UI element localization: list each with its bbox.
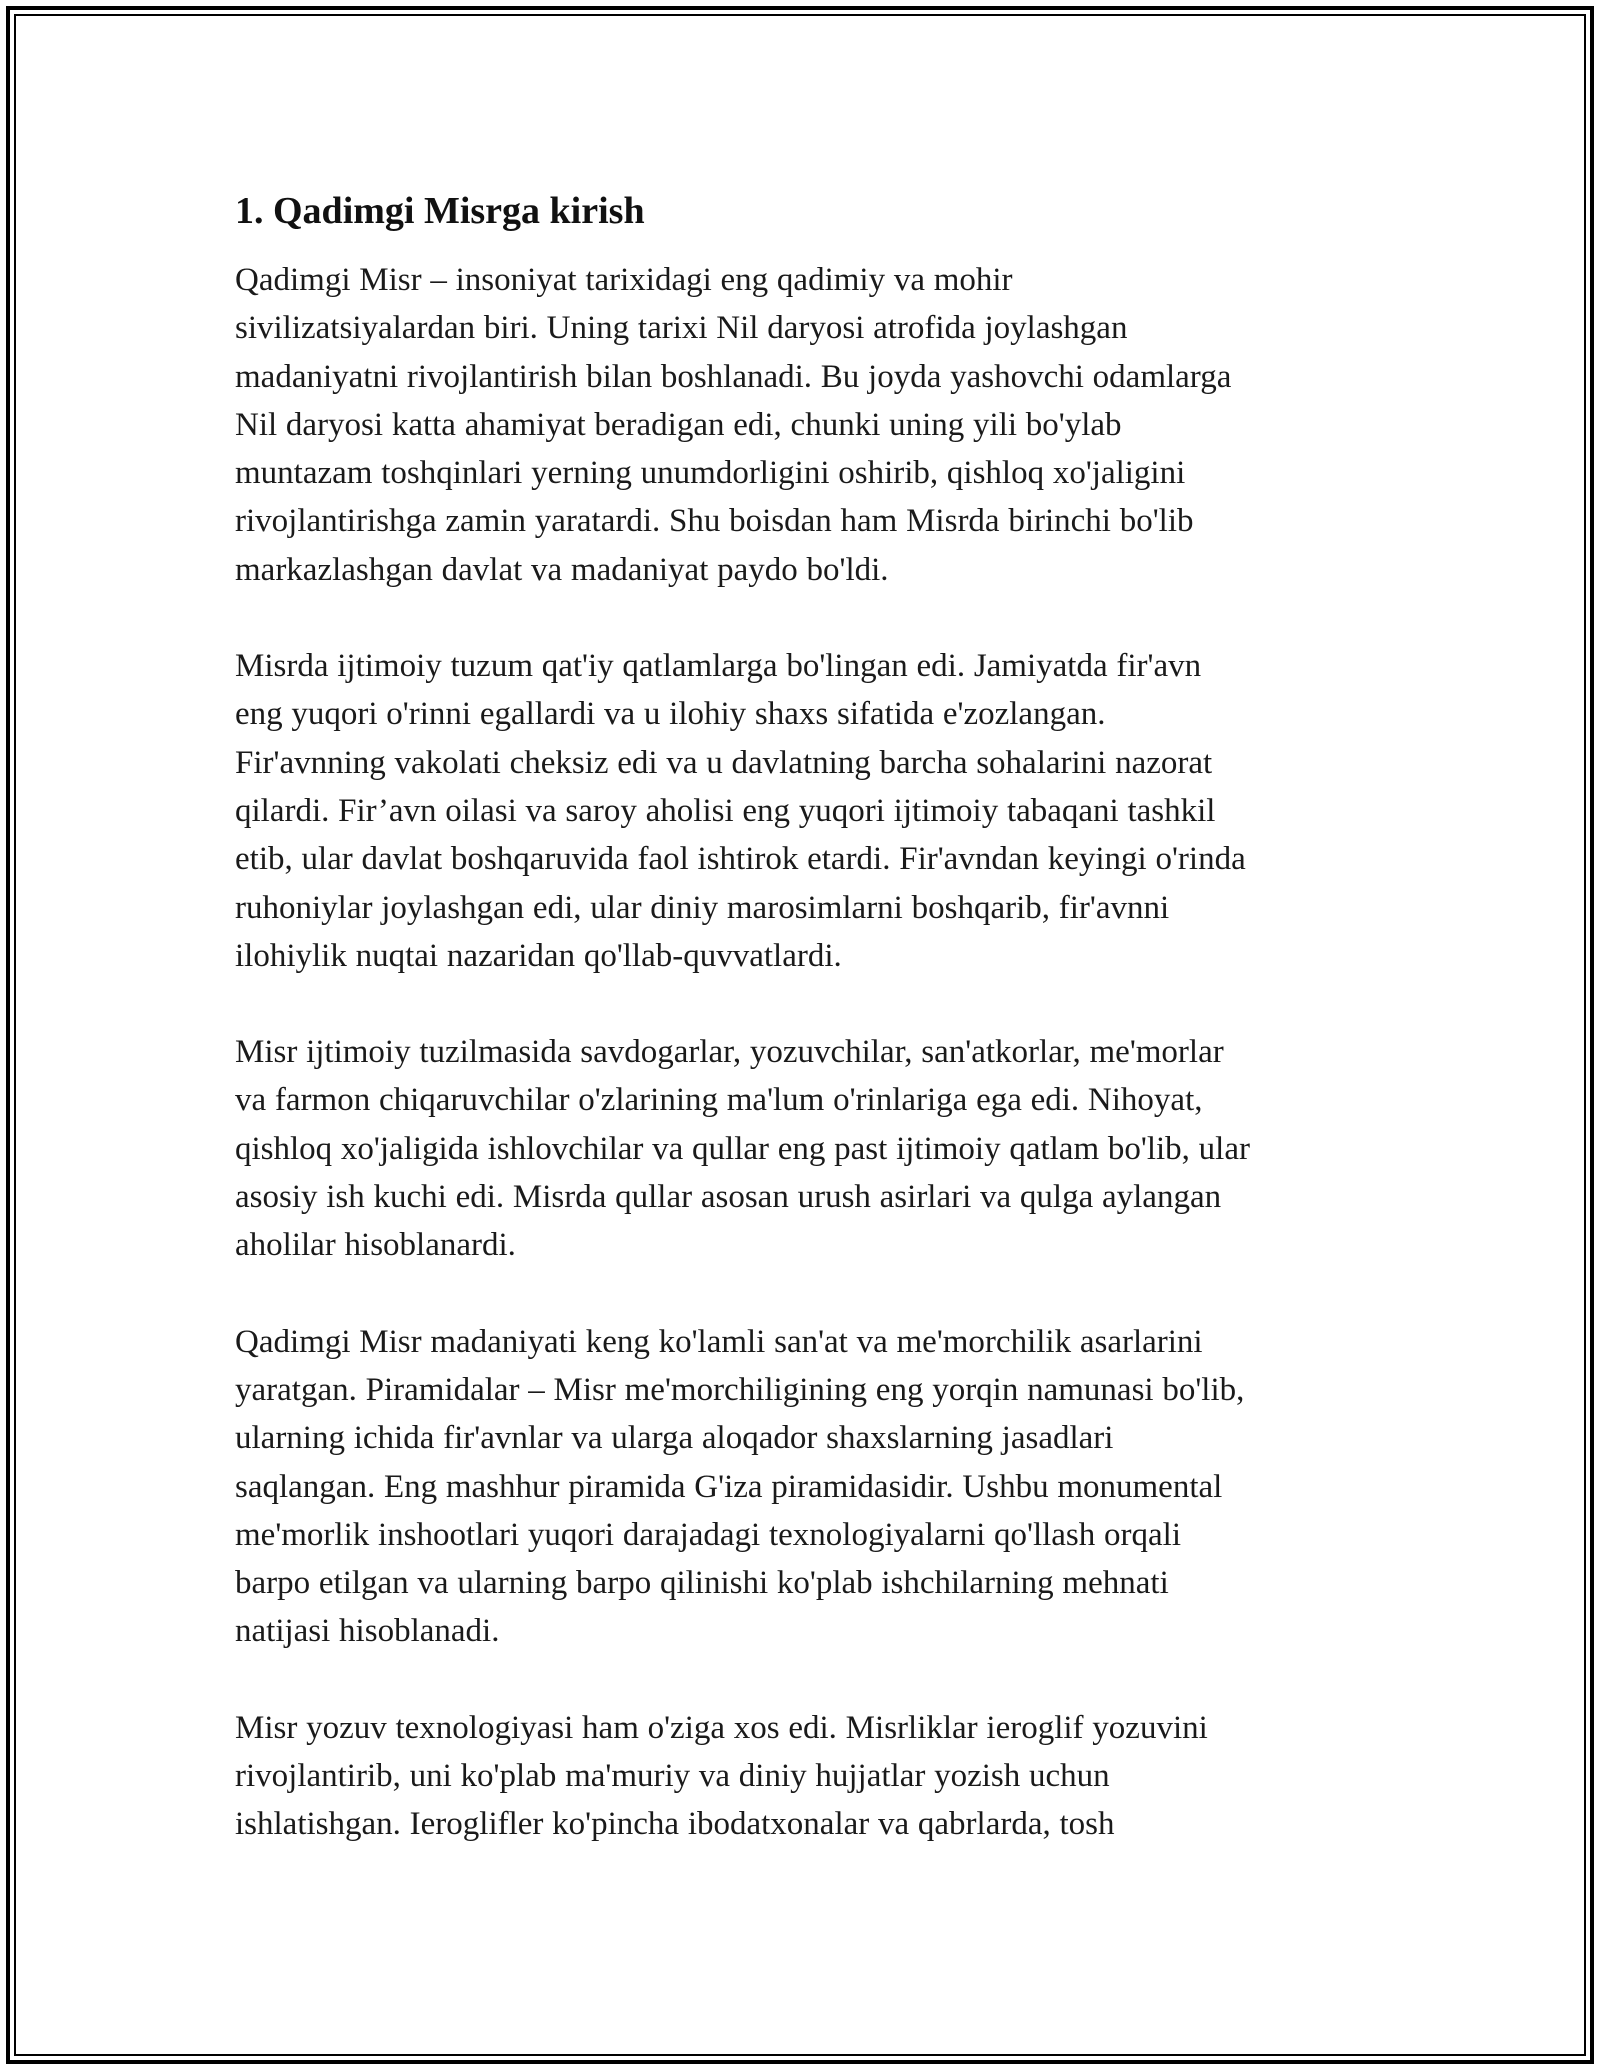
paragraph-line: yaratgan. Piramidalar – Misr me'morchiligining eng yorqin namunasi bo'lib, [235,1371,1245,1408]
paragraph-line: Qadimgi Misr – insoniyat tarixidagi eng qadimiy va mohir [235,262,1013,298]
paragraph-line: eng yuqori o'rinni egallardi va u ilohiy shaxs sifatida e'zozlangan. [235,696,1106,733]
paragraph-line: ishlatishgan. Ieroglifler ko'pincha ibodatxonalar va qabrlarda, tosh [235,1806,1115,1843]
paragraph-line: ruhoniylar joylashgan edi, ular diniy marosimlarni boshqarib, fir'avnni [235,889,1170,926]
paragraph-line: Qadimgi Misr madaniyati keng ko'lamli san'at va me'morchilik asarlarini [235,1323,1203,1360]
paragraph-line: qishloq xo'jaligida ishlovchilar va qullar eng past ijtimoiy qatlam bo'lib, ular [235,1130,1250,1167]
paragraph-line: sivilizatsiyalardan biri. Uning tarixi Nil daryosi atrofida joylashgan [235,310,1128,347]
paragraph [235,1318,1375,1656]
paragraph-line: barpo etilgan va ularning barpo qilinishi ko'plab ishchilarning mehnati [235,1565,1169,1602]
paragraph-line: Nil daryosi katta ahamiyat beradigan edi, chunki uning yili bo'ylab [235,406,1122,443]
paragraph-line: etib, ular davlat boshqaruvida faol ishtirok etardi. Fir'avndan keyingi o'rinda [235,841,1246,878]
paragraph-list [235,256,1375,1849]
document-body [235,186,1375,1897]
paragraph-line: rivojlantirishga zamin yaratardi. Shu boisdan ham Misrda birinchi bo'lib [235,503,1194,540]
paragraph-line: va farmon chiqaruvchilar o'zlarining ma'lum o'rinlariga ega edi. Nihoyat, [235,1082,1203,1119]
paragraph-line: Misrda ijtimoiy tuzum qat'iy qatlamlarga bo'lingan edi. Jamiyatda fir'avn [235,648,1202,685]
paragraph-line: muntazam toshqinlari yerning unumdorligini oshirib, qishloq xo'jaligini [235,455,1186,492]
paragraph-line: aholilar hisoblanardi. [235,1227,516,1264]
paragraph-line: saqlangan. Eng mashhur piramida G'iza piramidasidir. Ushbu monumental [235,1468,1223,1505]
paragraph-line: ularning ichida fir'avnlar va ularga aloqador shaxslarning jasadlari [235,1420,1114,1457]
paragraph-line: natijasi hisoblanadi. [235,1613,500,1650]
section-heading: 1. Qadimgi Misrga kirish [235,190,645,232]
paragraph-line: markazlashgan davlat va madaniyat paydo bo'ldi. [235,551,889,588]
paragraph-line: Fir'avnning vakolati cheksiz edi va u davlatning barcha sohalarini nazorat [235,744,1213,781]
paragraph [235,256,1375,594]
paragraph-line: asosiy ish kuchi edi. Misrda qullar asosan urush asirlari va qulga aylangan [235,1179,1222,1216]
paragraph-line: qilardi. Fir’avn oilasi va saroy aholisi eng yuqori ijtimoiy tabaqani tashkil [235,792,1216,829]
paragraph [235,642,1375,980]
paragraph-line: me'morlik inshootlari yuqori darajadagi texnologiyalarni qo'llash orqali [235,1516,1181,1553]
paragraph-line: rivojlantirib, uni ko'plab ma'muriy va diniy hujjatlar yozish uchun [235,1758,1110,1795]
paragraph-line: ilohiylik nuqtai nazaridan qo'llab-quvvatlardi. [235,937,842,974]
paragraph-line: Misr yozuv texnologiyasi ham o'ziga xos edi. Misrliklar ieroglif yozuvini [235,1709,1208,1746]
paragraph [235,1028,1375,1269]
paragraph-line: madaniyatni rivojlantirish bilan boshlanadi. Bu joyda yashovchi odamlarga [235,358,1232,395]
paragraph-line: Misr ijtimoiy tuzilmasida savdogarlar, yozuvchilar, san'atkorlar, me'morlar [235,1034,1224,1071]
paragraph [235,1704,1375,1849]
